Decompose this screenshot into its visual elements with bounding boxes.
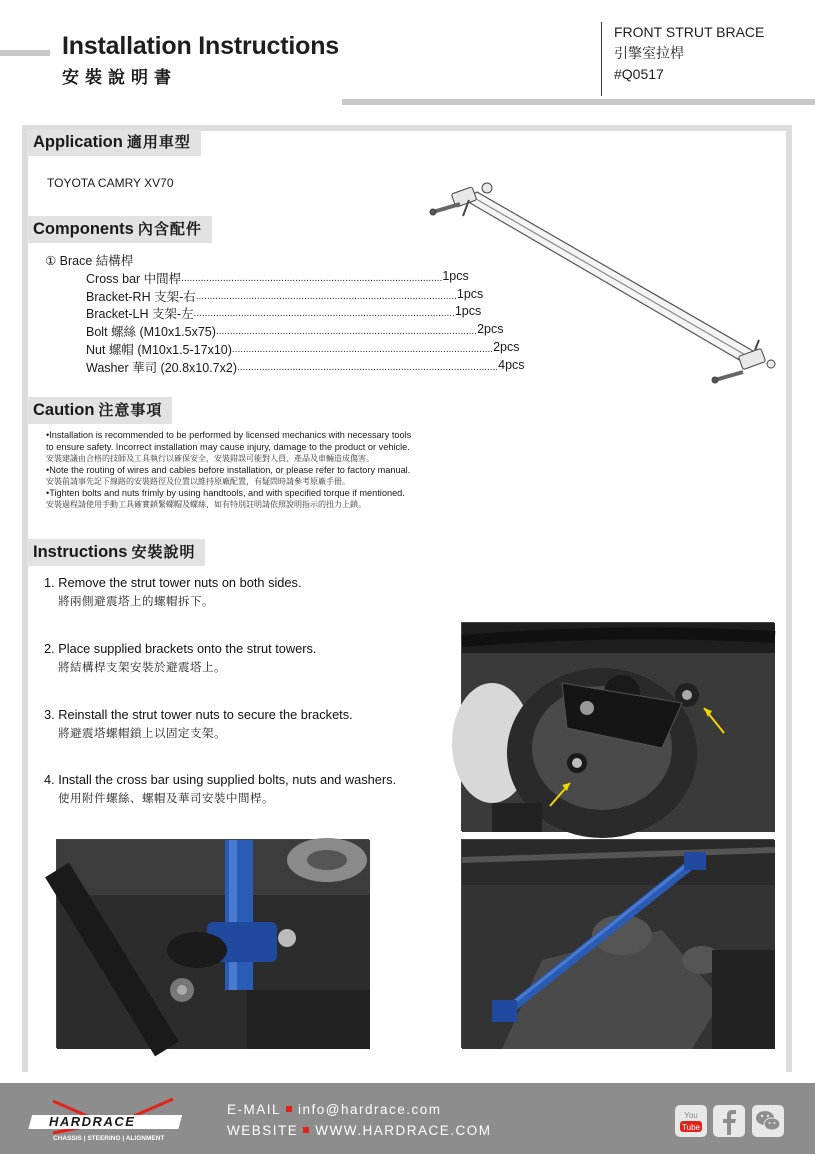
instruction-step: [44, 772, 396, 806]
component-name: Cross bar 中間桿: [86, 272, 182, 286]
photo-installed-brace: [461, 839, 774, 1048]
svg-text:HARDRACE: HARDRACE: [49, 1114, 136, 1129]
caution-line-zh: 安裝建議由合格的技師及工具執行以確保安全，安裝錯誤可能對人員、產品及車輛造成傷害。: [46, 454, 374, 463]
email-link[interactable]: info@hardrace.com: [298, 1102, 442, 1117]
strut-tower-photo: [462, 623, 775, 832]
component-qty: 2pcs: [477, 322, 504, 336]
product-name-en: FRONT STRUT BRACE: [614, 24, 765, 40]
website-line: [227, 1120, 492, 1141]
caution-line: •Installation is recommended to be performed by licensed mechanics with necessary tools: [46, 430, 412, 440]
caution-line: to ensure safety. Incorrect installation may cause injury, damage to the product or vehicle.: [46, 441, 410, 452]
component-qty: 1pcs: [454, 304, 482, 318]
components-heading-zh: 內含配件: [137, 220, 202, 238]
component-qty: 2pcs: [493, 340, 520, 354]
contact-info: [227, 1099, 492, 1141]
component-name: Bolt 螺絲 (M10x1.5x75): [86, 325, 216, 339]
leader-dots: ..............................................................................................: [195, 291, 457, 302]
step-text-zh: 將結構桿支架安裝於避震塔上。: [58, 662, 226, 674]
caution-line: •Note the routing of wires and cables before installation, or please refer to factory manual.: [46, 464, 411, 475]
footer: [0, 1083, 815, 1154]
hardrace-logo: [33, 1093, 193, 1143]
svg-text:CHASSIS | STEERING | ALIGNMENT: CHASSIS | STEERING | ALIGNMENT: [53, 1135, 165, 1142]
vehicle-model: TOYOTA CAMRY XV70: [47, 176, 174, 190]
application-heading-en: Application: [33, 133, 123, 151]
application-heading-zh: 適用車型: [126, 133, 191, 151]
page-title: Installation Instructions: [62, 32, 339, 60]
header-divider-right: [342, 99, 815, 105]
step-text-en: 2. Place supplied brackets onto the strut towers.: [44, 641, 317, 656]
instruction-step: [44, 575, 302, 609]
step-text-en: 4. Install the cross bar using supplied bolts, nuts and washers.: [44, 772, 397, 787]
email-line: [227, 1099, 492, 1120]
component-row: [86, 269, 469, 287]
svg-text:Tube: Tube: [682, 1123, 700, 1132]
email-label: E-MAIL: [227, 1102, 282, 1117]
section-application-heading: [27, 129, 201, 156]
page-subtitle: 安裝說明書: [62, 68, 177, 88]
section-components-heading: [27, 216, 212, 243]
step-text-zh: 使用附件螺絲、螺帽及華司安裝中間桿。: [58, 793, 274, 805]
leader-dots: ..............................................................................................: [193, 308, 455, 319]
component-name: Washer 華司 (20.8x10.7x2): [86, 361, 237, 375]
components-heading-en: Components: [33, 220, 134, 238]
bracket-closeup-photo: [57, 840, 370, 1049]
step-text-zh: 將兩側避震塔上的螺帽拆下。: [58, 596, 214, 608]
caution-heading-zh: 注意事項: [98, 401, 163, 419]
leader-dots: ..............................................................................................: [236, 362, 499, 373]
component-name: Bracket-LH 支架-左: [86, 307, 194, 321]
caution-line-zh: 安裝過程請使用手動工具確實鎖緊螺帽及螺絲，如有特別註明請依照說明指示的扭力上鎖。: [46, 500, 366, 509]
component-qty: 4pcs: [498, 358, 525, 372]
leader-dots: ..............................................................................................: [231, 344, 494, 355]
step-text-zh: 將避震塔螺帽鎖上以固定支架。: [58, 728, 226, 740]
component-qty: 1pcs: [442, 269, 469, 283]
website-label: WEBSITE: [227, 1123, 299, 1138]
component-row: [86, 304, 482, 322]
leader-dots: ..............................................................................................: [215, 326, 478, 337]
bullet-square: [286, 1106, 292, 1112]
step-text-en: 3. Reinstall the strut tower nuts to secure the brackets.: [44, 707, 353, 722]
website-link[interactable]: WWW.HARDRACE.COM: [315, 1123, 492, 1138]
installed-brace-photo: [462, 840, 775, 1049]
facebook-icon[interactable]: [713, 1105, 745, 1137]
instruction-step: [44, 707, 353, 741]
caution-heading-en: Caution: [33, 401, 95, 419]
step-text-en: 1. Remove the strut tower nuts on both sides.: [44, 575, 302, 590]
product-info: [601, 22, 764, 96]
photo-bracket-closeup: [56, 839, 369, 1048]
caution-line-zh: 安裝前請事先記下線路的安裝路徑及位置以維持原廠配置，有疑問時請參考原廠手冊。: [46, 477, 350, 486]
component-qty: 1pcs: [456, 287, 484, 301]
leader-dots: ..............................................................................................: [181, 273, 443, 284]
product-name-zh: 引擎室拉桿: [614, 45, 684, 61]
caution-line: •Tighten bolts and nuts frimly by using handtools, and with specified torque if mentioned.: [46, 487, 405, 498]
components-group: ① Brace 結構桿: [45, 254, 134, 268]
header-divider-left: [0, 50, 50, 56]
part-number: #Q0517: [614, 66, 664, 82]
instructions-heading-zh: 安裝說明: [131, 543, 196, 561]
component-row: [86, 340, 520, 358]
youtube-icon[interactable]: [675, 1105, 707, 1137]
section-instructions-heading: [27, 539, 205, 566]
caution-text: [46, 430, 461, 511]
svg-text:You: You: [684, 1111, 698, 1120]
component-row: [86, 322, 504, 340]
instruction-step: [44, 641, 316, 675]
instructions-heading-en: Instructions: [33, 543, 128, 561]
photo-strut-tower-brackets: [461, 622, 774, 831]
component-name: Nut 螺帽 (M10x1.5-17x10): [86, 343, 232, 357]
component-row: [86, 287, 484, 305]
bullet-square: [303, 1127, 309, 1133]
section-caution-heading: [27, 397, 172, 424]
wechat-icon[interactable]: [752, 1105, 784, 1137]
component-row: [86, 358, 525, 376]
component-name: Bracket-RH 支架-右: [86, 290, 196, 304]
